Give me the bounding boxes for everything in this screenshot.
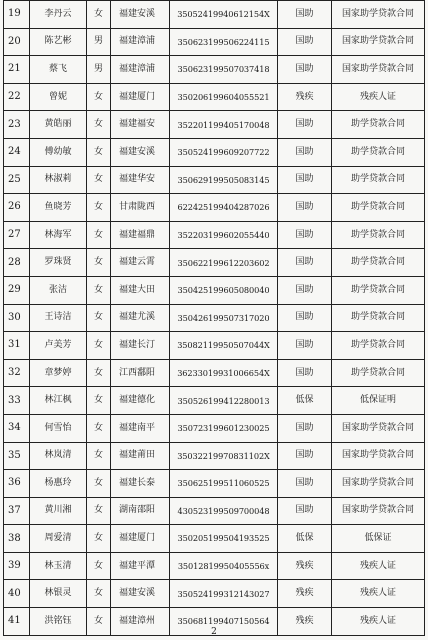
cell-id-number: 622425199404287026 xyxy=(170,194,278,222)
cell-number: 25 xyxy=(4,166,30,194)
cell-name: 罗珠贤 xyxy=(30,249,87,277)
cell-gender: 女 xyxy=(87,111,111,139)
cell-gender: 女 xyxy=(87,442,111,470)
table-row xyxy=(4,332,425,360)
table-row xyxy=(4,166,425,194)
cell-proof-document: 助学贷款合同 xyxy=(332,276,425,304)
cell-number: 32 xyxy=(4,359,30,387)
table-row xyxy=(4,56,425,84)
cell-name: 洪铭钰 xyxy=(30,608,87,636)
cell-proof-document: 助学贷款合同 xyxy=(332,332,425,360)
cell-aid-type: 国助 xyxy=(278,497,332,525)
cell-gender: 女 xyxy=(87,194,111,222)
cell-proof-document: 低保证明 xyxy=(332,387,425,415)
table-row xyxy=(4,552,425,580)
cell-aid-type: 国助 xyxy=(278,276,332,304)
cell-name: 黄皓丽 xyxy=(30,111,87,139)
cell-aid-type: 国助 xyxy=(278,1,332,29)
cell-gender: 女 xyxy=(87,470,111,498)
cell-aid-type: 残疾 xyxy=(278,580,332,608)
cell-id-number: 352203199602055440 xyxy=(170,221,278,249)
cell-id-number: 350681199407150564 xyxy=(170,608,278,636)
table-row xyxy=(4,194,425,222)
cell-gender: 女 xyxy=(87,608,111,636)
table-row xyxy=(4,304,425,332)
cell-name: 林江枫 xyxy=(30,387,87,415)
cell-id-number: 350426199507317020 xyxy=(170,304,278,332)
cell-origin: 福建漳浦 xyxy=(111,56,170,84)
cell-aid-type: 低保 xyxy=(278,525,332,553)
cell-gender: 女 xyxy=(87,359,111,387)
cell-proof-document: 残疾人证 xyxy=(332,552,425,580)
cell-proof-document: 国家助学贷款合同 xyxy=(332,414,425,442)
cell-gender: 女 xyxy=(87,276,111,304)
cell-origin: 福建云霄 xyxy=(111,249,170,277)
cell-id-number: 36233019931006654X xyxy=(170,359,278,387)
cell-aid-type: 国助 xyxy=(278,304,332,332)
cell-origin: 福建平潭 xyxy=(111,552,170,580)
cell-name: 林银灵 xyxy=(30,580,87,608)
cell-aid-type: 国助 xyxy=(278,194,332,222)
cell-number: 35 xyxy=(4,442,30,470)
cell-aid-type: 残疾 xyxy=(278,552,332,580)
cell-gender: 女 xyxy=(87,387,111,415)
cell-gender: 男 xyxy=(87,28,111,56)
cell-name: 杨惠玲 xyxy=(30,470,87,498)
cell-number: 33 xyxy=(4,387,30,415)
cell-origin: 福建莆田 xyxy=(111,442,170,470)
cell-id-number: 430523199509700048 xyxy=(170,497,278,525)
cell-gender: 女 xyxy=(87,83,111,111)
cell-origin: 福建德化 xyxy=(111,387,170,415)
table-row xyxy=(4,470,425,498)
cell-name: 曾妮 xyxy=(30,83,87,111)
cell-aid-type: 国助 xyxy=(278,470,332,498)
cell-proof-document: 助学贷款合同 xyxy=(332,221,425,249)
cell-proof-document: 助学贷款合同 xyxy=(332,194,425,222)
cell-number: 34 xyxy=(4,414,30,442)
cell-aid-type: 低保 xyxy=(278,387,332,415)
cell-name: 陈艺彬 xyxy=(30,28,87,56)
cell-proof-document: 助学贷款合同 xyxy=(332,359,425,387)
cell-aid-type: 国助 xyxy=(278,414,332,442)
cell-name: 周爱清 xyxy=(30,525,87,553)
cell-id-number: 350723199601230025 xyxy=(170,414,278,442)
cell-number: 24 xyxy=(4,138,30,166)
cell-name: 林岚清 xyxy=(30,442,87,470)
cell-name: 鱼晓芳 xyxy=(30,194,87,222)
cell-origin: 福建漳浦 xyxy=(111,28,170,56)
table-row xyxy=(4,580,425,608)
cell-gender: 男 xyxy=(87,56,111,84)
cell-number: 28 xyxy=(4,249,30,277)
cell-name: 何雪怡 xyxy=(30,414,87,442)
table-row xyxy=(4,525,425,553)
table-row xyxy=(4,111,425,139)
cell-name: 林淑莉 xyxy=(30,166,87,194)
cell-proof-document: 低保证 xyxy=(332,525,425,553)
cell-origin: 福建安溪 xyxy=(111,1,170,29)
cell-aid-type: 国助 xyxy=(278,28,332,56)
cell-origin: 福建华安 xyxy=(111,166,170,194)
cell-proof-document: 国家助学贷款合同 xyxy=(332,56,425,84)
cell-aid-type: 国助 xyxy=(278,249,332,277)
cell-origin: 福建长汀 xyxy=(111,332,170,360)
cell-origin: 福建南平 xyxy=(111,414,170,442)
cell-id-number: 352201199405170048 xyxy=(170,111,278,139)
cell-name: 蔡飞 xyxy=(30,56,87,84)
cell-origin: 福建安溪 xyxy=(111,580,170,608)
cell-origin: 湖南邵阳 xyxy=(111,497,170,525)
cell-number: 20 xyxy=(4,28,30,56)
table-row xyxy=(4,359,425,387)
cell-number: 29 xyxy=(4,276,30,304)
cell-number: 26 xyxy=(4,194,30,222)
table-row xyxy=(4,276,425,304)
cell-number: 38 xyxy=(4,525,30,553)
cell-id-number: 350623199507037418 xyxy=(170,56,278,84)
cell-origin: 福建长泰 xyxy=(111,470,170,498)
cell-origin: 福建安溪 xyxy=(111,138,170,166)
cell-gender: 女 xyxy=(87,525,111,553)
cell-aid-type: 国助 xyxy=(278,359,332,387)
cell-aid-type: 残疾 xyxy=(278,608,332,636)
table-row xyxy=(4,387,425,415)
cell-aid-type: 国助 xyxy=(278,221,332,249)
cell-aid-type: 国助 xyxy=(278,166,332,194)
cell-number: 36 xyxy=(4,470,30,498)
cell-id-number: 350526199412280013 xyxy=(170,387,278,415)
cell-name: 卢美芳 xyxy=(30,332,87,360)
cell-id-number: 350622199612203602 xyxy=(170,249,278,277)
student-aid-table xyxy=(3,0,425,636)
cell-number: 31 xyxy=(4,332,30,360)
cell-gender: 女 xyxy=(87,249,111,277)
cell-number: 30 xyxy=(4,304,30,332)
cell-aid-type: 国助 xyxy=(278,111,332,139)
cell-proof-document: 助学贷款合同 xyxy=(332,111,425,139)
cell-proof-document: 国家助学贷款合同 xyxy=(332,497,425,525)
cell-number: 22 xyxy=(4,83,30,111)
table-body xyxy=(4,1,425,636)
cell-origin: 甘肃陇西 xyxy=(111,194,170,222)
table-row xyxy=(4,1,425,29)
cell-gender: 女 xyxy=(87,552,111,580)
cell-id-number: 350524199312143027 xyxy=(170,580,278,608)
page-number: 2 xyxy=(211,627,217,637)
cell-number: 21 xyxy=(4,56,30,84)
cell-gender: 女 xyxy=(87,414,111,442)
cell-proof-document: 国家助学贷款合同 xyxy=(332,442,425,470)
cell-number: 40 xyxy=(4,580,30,608)
cell-name: 章梦婷 xyxy=(30,359,87,387)
table-row xyxy=(4,221,425,249)
cell-proof-document: 助学贷款合同 xyxy=(332,304,425,332)
cell-aid-type: 国助 xyxy=(278,56,332,84)
cell-origin: 福建漳州 xyxy=(111,608,170,636)
cell-id-number: 350425199605080040 xyxy=(170,276,278,304)
cell-gender: 女 xyxy=(87,221,111,249)
cell-gender: 女 xyxy=(87,166,111,194)
cell-proof-document: 助学贷款合同 xyxy=(332,249,425,277)
cell-gender: 女 xyxy=(87,304,111,332)
cell-number: 19 xyxy=(4,1,30,29)
cell-id-number: 350205199504193525 xyxy=(170,525,278,553)
cell-id-number: 350524199609207722 xyxy=(170,138,278,166)
table-row xyxy=(4,497,425,525)
cell-name: 王诗洁 xyxy=(30,304,87,332)
cell-number: 23 xyxy=(4,111,30,139)
cell-gender: 女 xyxy=(87,497,111,525)
cell-name: 傅幼敏 xyxy=(30,138,87,166)
cell-name: 黄川湘 xyxy=(30,497,87,525)
cell-id-number: 35032219970831102X xyxy=(170,442,278,470)
cell-number: 39 xyxy=(4,552,30,580)
table-row xyxy=(4,28,425,56)
cell-number: 27 xyxy=(4,221,30,249)
cell-gender: 女 xyxy=(87,332,111,360)
cell-gender: 女 xyxy=(87,138,111,166)
cell-origin: 福建尤溪 xyxy=(111,304,170,332)
cell-aid-type: 国助 xyxy=(278,332,332,360)
cell-number: 37 xyxy=(4,497,30,525)
cell-id-number: 350206199604055521 xyxy=(170,83,278,111)
cell-name: 张洁 xyxy=(30,276,87,304)
cell-id-number: 350623199506224115 xyxy=(170,28,278,56)
cell-origin: 福建大田 xyxy=(111,276,170,304)
cell-origin: 江西鄱阳 xyxy=(111,359,170,387)
table-row xyxy=(4,442,425,470)
cell-name: 林玉清 xyxy=(30,552,87,580)
cell-name: 林海军 xyxy=(30,221,87,249)
cell-proof-document: 残疾人证 xyxy=(332,608,425,636)
table-row xyxy=(4,249,425,277)
table-row xyxy=(4,138,425,166)
cell-proof-document: 残疾人证 xyxy=(332,83,425,111)
cell-id-number: 350629199505083145 xyxy=(170,166,278,194)
cell-aid-type: 残疾 xyxy=(278,83,332,111)
cell-origin: 福建福鼎 xyxy=(111,221,170,249)
cell-aid-type: 国助 xyxy=(278,138,332,166)
cell-proof-document: 国家助学贷款合同 xyxy=(332,28,425,56)
table-row xyxy=(4,414,425,442)
cell-id-number: 35052419940612154X xyxy=(170,1,278,29)
cell-origin: 福建厦门 xyxy=(111,83,170,111)
cell-proof-document: 助学贷款合同 xyxy=(332,138,425,166)
cell-id-number: 350625199511060525 xyxy=(170,470,278,498)
cell-aid-type: 国助 xyxy=(278,442,332,470)
cell-name: 李丹云 xyxy=(30,1,87,29)
cell-gender: 女 xyxy=(87,580,111,608)
table-row xyxy=(4,83,425,111)
cell-origin: 福建福安 xyxy=(111,111,170,139)
cell-proof-document: 残疾人证 xyxy=(332,580,425,608)
cell-proof-document: 助学贷款合同 xyxy=(332,166,425,194)
cell-gender: 女 xyxy=(87,1,111,29)
cell-id-number: 35012819950405556x xyxy=(170,552,278,580)
cell-proof-document: 国家助学贷款合同 xyxy=(332,1,425,29)
cell-number: 41 xyxy=(4,608,30,636)
cell-id-number: 35082119950507044X xyxy=(170,332,278,360)
cell-proof-document: 国家助学贷款合同 xyxy=(332,470,425,498)
cell-origin: 福建厦门 xyxy=(111,525,170,553)
